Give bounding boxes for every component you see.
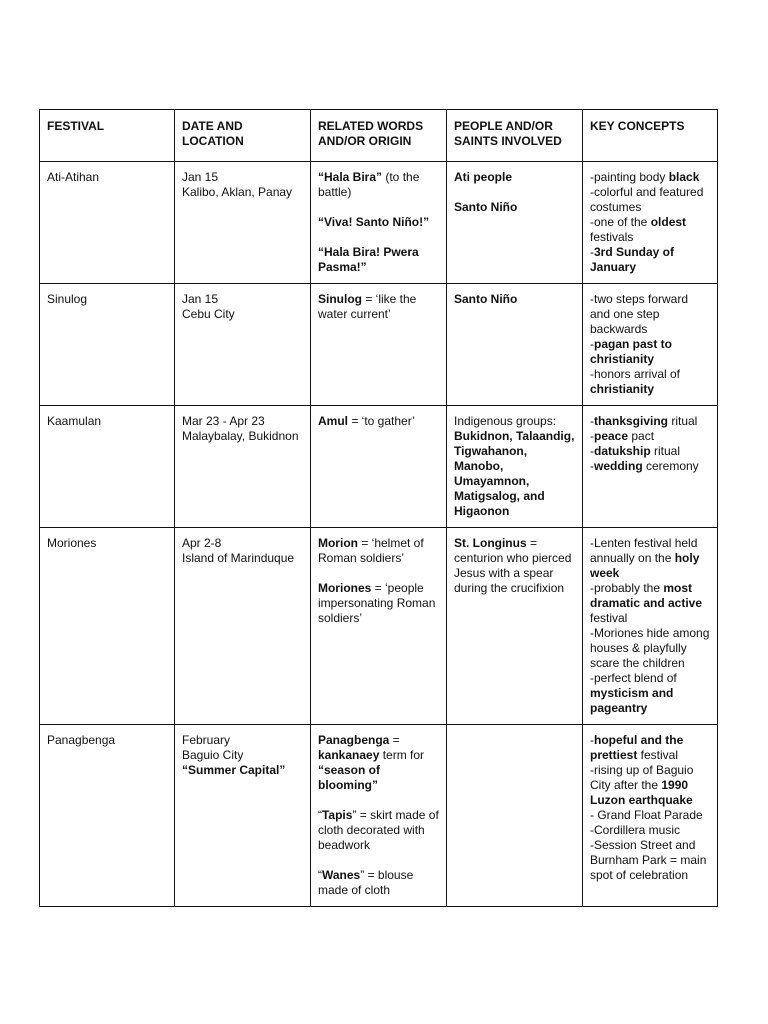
- cell-related-words: [310, 162, 446, 284]
- cell-line: [318, 566, 439, 581]
- cell-line: [590, 671, 710, 716]
- cell-festival: [40, 284, 175, 406]
- table-row: [40, 528, 718, 725]
- cell-line: [182, 551, 303, 566]
- text: ” = skirt made of cloth decorated with beadwork: [317, 808, 439, 852]
- text: ceremony: [642, 459, 699, 473]
- cell-line: [454, 170, 575, 185]
- cell-festival: [40, 528, 175, 725]
- text: festival: [589, 611, 628, 625]
- text: -painting body: [589, 170, 669, 184]
- text: -: [589, 337, 594, 351]
- cell-people-saints: [446, 406, 582, 528]
- text: =: [389, 733, 400, 747]
- cell-line: [318, 853, 439, 868]
- cell-line: [182, 733, 303, 748]
- cell-line: [182, 748, 303, 763]
- text: -one of the: [589, 215, 651, 229]
- text: - Grand Float Parade: [589, 808, 703, 822]
- text: festival: [637, 748, 679, 762]
- cell-line: [590, 581, 710, 626]
- text: -Cordillera music: [589, 823, 681, 837]
- text: Jan 15: [181, 292, 219, 306]
- table-row: [40, 725, 718, 907]
- bold-text: Panagbenga: [317, 733, 390, 747]
- header-festival: FESTIVAL: [40, 110, 175, 162]
- cell-line: [318, 200, 439, 215]
- cell-line: [182, 292, 303, 307]
- header-key-concepts: KEY CONCEPTS: [582, 110, 717, 162]
- cell-line: [590, 763, 710, 808]
- text: -: [589, 245, 594, 259]
- text: February: [181, 733, 231, 747]
- table-body: [40, 162, 718, 907]
- text: Malaybalay, Bukidnon: [181, 429, 299, 443]
- cell-line: [590, 459, 710, 474]
- bold-text: “Hala Bira”: [317, 170, 383, 184]
- bold-text: peace: [593, 429, 629, 443]
- table-row: [40, 162, 718, 284]
- bold-text: Amul: [317, 414, 348, 428]
- text: Kaamulan: [47, 414, 102, 428]
- text: “: [317, 808, 322, 822]
- bold-text: black: [668, 170, 700, 184]
- cell-related-words: [310, 528, 446, 725]
- bold-text: hopeful and the prettiest: [589, 733, 684, 762]
- cell-line: [454, 292, 575, 307]
- cell-line: [47, 536, 167, 551]
- cell-line: [318, 245, 439, 275]
- bold-text: “Hala Bira! Pwera Pasma!”: [317, 245, 419, 274]
- cell-line: [182, 185, 303, 200]
- bold-text: Santo Niño: [453, 292, 518, 306]
- text: Moriones: [47, 536, 97, 550]
- cell-line: [318, 414, 439, 429]
- cell-line: [590, 215, 710, 245]
- cell-line: [182, 536, 303, 551]
- cell-line: [590, 185, 710, 215]
- cell-line: [47, 414, 167, 429]
- cell-date-location: [174, 162, 310, 284]
- bold-text: most dramatic and active: [589, 581, 703, 610]
- cell-key-concepts: [582, 725, 717, 907]
- cell-line: [590, 808, 710, 823]
- bold-text: “season of blooming”: [317, 763, 380, 792]
- cell-line: [454, 200, 575, 215]
- bold-text: St. Longinus: [453, 536, 527, 550]
- bold-text: pagan past to christianity: [589, 337, 672, 366]
- cell-line: [318, 868, 439, 898]
- bold-text: Wanes: [321, 868, 361, 882]
- cell-line: [318, 733, 439, 793]
- bold-text: Tapis: [321, 808, 353, 822]
- cell-line: [47, 292, 167, 307]
- cell-date-location: [174, 725, 310, 907]
- text: -: [589, 444, 594, 458]
- text: -: [589, 733, 594, 747]
- text: = ‘people impersonating Roman soldiers’: [317, 581, 436, 625]
- cell-line: [318, 170, 439, 200]
- cell-line: [454, 414, 575, 519]
- cell-date-location: [174, 406, 310, 528]
- bold-text: Sinulog: [317, 292, 362, 306]
- cell-related-words: [310, 284, 446, 406]
- text: ” = blouse made of cloth: [317, 868, 414, 897]
- cell-line: [590, 626, 710, 671]
- bold-text: 3rd Sunday of January: [589, 245, 674, 274]
- bold-text: kankanaey: [317, 748, 380, 762]
- text: festivals: [589, 230, 634, 244]
- header-related-words: RELATED WORDS AND/OR ORIGIN: [310, 110, 446, 162]
- cell-line: [590, 170, 710, 185]
- cell-line: [590, 245, 710, 275]
- bold-text: holy week: [589, 551, 700, 580]
- cell-line: [590, 733, 710, 763]
- bold-text: Morion: [317, 536, 358, 550]
- text: -probably the: [589, 581, 664, 595]
- cell-key-concepts: [582, 284, 717, 406]
- bold-text: mysticism and pageantry: [589, 686, 674, 715]
- cell-line: [318, 230, 439, 245]
- text: Kalibo, Aklan, Panay: [181, 185, 293, 199]
- text: ritual: [668, 414, 698, 428]
- cell-line: [182, 170, 303, 185]
- text: Apr 2-8: [181, 536, 222, 550]
- bold-text: Bukidnon, Talaandig, Tigwahanon, Manobo, Umayamnon, Matigsalog, and Higaonon: [453, 429, 575, 518]
- bold-text: Moriones: [317, 581, 372, 595]
- bold-text: Santo Niño: [453, 200, 518, 214]
- cell-line: [590, 838, 710, 883]
- cell-key-concepts: [582, 162, 717, 284]
- text: -: [589, 459, 594, 473]
- bold-text: 1990 Luzon earthquake: [589, 778, 693, 807]
- text: -colorful and featured costumes: [589, 185, 704, 214]
- text: -honors arrival of: [589, 367, 681, 381]
- text: term for: [379, 748, 425, 762]
- cell-line: [590, 429, 710, 444]
- cell-people-saints: [446, 725, 582, 907]
- text: -Session Street and Burnham Park = main spot of celebration: [589, 838, 707, 882]
- text: Indigenous groups:: [453, 414, 557, 428]
- cell-line: [454, 185, 575, 200]
- text: -Moriones hide among houses & playfully scare the children: [589, 626, 710, 670]
- festival-table: [39, 109, 718, 907]
- text: -two steps forward and one step backwards: [589, 292, 689, 336]
- cell-line: [182, 763, 303, 778]
- text: Island of Marinduque: [181, 551, 295, 565]
- cell-key-concepts: [582, 406, 717, 528]
- cell-festival: [40, 162, 175, 284]
- table-row: [40, 284, 718, 406]
- cell-festival: [40, 725, 175, 907]
- text: -perfect blend of: [589, 671, 677, 685]
- cell-line: [318, 536, 439, 566]
- text: pact: [628, 429, 655, 443]
- text: Jan 15: [181, 170, 219, 184]
- text: = ‘like the water current’: [317, 292, 417, 321]
- table-header-row: [40, 110, 718, 162]
- text: = centurion who pierced Jesus with a spear during the crucifixion: [453, 536, 572, 595]
- cell-line: [182, 414, 303, 429]
- cell-people-saints: [446, 162, 582, 284]
- text: -Lenten festival held annually on the: [589, 536, 698, 565]
- cell-date-location: [174, 528, 310, 725]
- text: -rising up of Baguio City after the: [589, 763, 694, 792]
- cell-line: [590, 536, 710, 581]
- cell-line: [318, 808, 439, 853]
- cell-line: [182, 307, 303, 322]
- text: Sinulog: [47, 292, 88, 306]
- cell-line: [318, 793, 439, 808]
- bold-text: oldest: [650, 215, 687, 229]
- text: -: [589, 414, 594, 428]
- cell-line: [318, 292, 439, 322]
- text: Ati-Atihan: [47, 170, 100, 184]
- cell-line: [590, 292, 710, 337]
- text: “: [317, 868, 322, 882]
- text: Baguio City: [181, 748, 244, 762]
- cell-line: [590, 823, 710, 838]
- text: Mar 23 - Apr 23: [181, 414, 265, 428]
- cell-line: [590, 414, 710, 429]
- bold-text: christianity: [589, 382, 655, 396]
- cell-line: [454, 536, 575, 596]
- text: Panagbenga: [47, 733, 116, 747]
- cell-date-location: [174, 284, 310, 406]
- cell-festival: [40, 406, 175, 528]
- cell-related-words: [310, 406, 446, 528]
- cell-related-words: [310, 725, 446, 907]
- text: -: [589, 429, 594, 443]
- cell-key-concepts: [582, 528, 717, 725]
- cell-line: [182, 429, 303, 444]
- header-date-location: DATE AND LOCATION: [174, 110, 310, 162]
- bold-text: Ati people: [453, 170, 512, 184]
- bold-text: thanksgiving: [593, 414, 668, 428]
- cell-line: [47, 733, 167, 748]
- table-row: [40, 406, 718, 528]
- header-people-saints: PEOPLE AND/OR SAINTS INVOLVED: [446, 110, 582, 162]
- cell-line: [318, 215, 439, 230]
- bold-text: wedding: [593, 459, 643, 473]
- cell-people-saints: [446, 284, 582, 406]
- bold-text: “Summer Capital”: [181, 763, 286, 777]
- cell-line: [47, 170, 167, 185]
- text: ritual: [650, 444, 680, 458]
- cell-line: [590, 444, 710, 459]
- cell-line: [590, 367, 710, 397]
- cell-line: [318, 581, 439, 626]
- text: Cebu City: [181, 307, 235, 321]
- text: (to the battle): [317, 170, 420, 199]
- bold-text: “Viva! Santo Niño!”: [317, 215, 430, 229]
- text: = ‘to gather’: [347, 414, 415, 428]
- cell-line: [590, 337, 710, 367]
- text: = ‘helmet of Roman soldiers’: [317, 536, 424, 565]
- bold-text: datukship: [593, 444, 651, 458]
- cell-people-saints: [446, 528, 582, 725]
